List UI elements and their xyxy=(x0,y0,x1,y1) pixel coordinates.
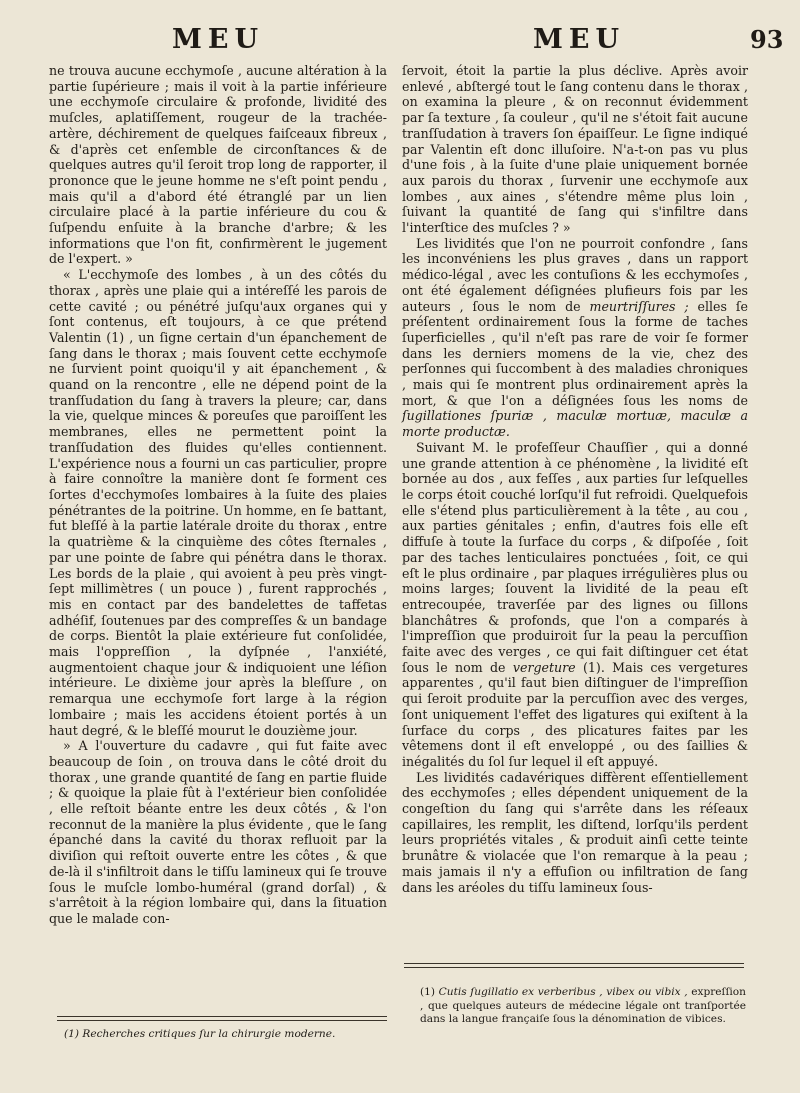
paragraph: » A l'ouverture du cadavre , qui fut faite avec beaucoup de ſoin , on trouva dans le côté droit du thorax , une grande quantité de ſang en partie fluide ; & quoique la plaie fût à l'extérieur bien conſolidée , elle reſtoit béante entre les deux côtés , & l'on reconnut de la manière la plus évidente , que le ſang épanché dans la cavité du thorax refluoit par la diviſion qui reſtoit ouverte entre les côtes , & que de-là il s'infiltroit dans le tiſſu lamineux qui ſe trouve ſous le muſcle lombo-huméral (grand dorſal) , & s'arrêtoit à la région lombaire qui, dans la ſituation que le malade con- xyxy=(49,738,387,926)
paragraph: Les lividités cadavériques diffèrent eſſentiellement des ecchymoſes ; elles dépendent uniquement de la congeſtion du ſang qui s'arrête dans les réſeaux capillaires, les remplit, les diſtend, lorſqu'ils perdent leurs propriétés vitales , & produit ainſi cette teinte brunâtre & violacée que l'on remarque à la peau ; mais jamais il n'y a effuſion ou infiltration de ſang dans les aréoles du tiſſu lamineux ſous- xyxy=(402,769,748,895)
running-head-left: MEU xyxy=(172,24,265,55)
paragraph-text: elles ſe préſentent ordinairement ſous la forme de taches ſuperficielles , qu'il n'eſt pas rare de voir ſe former dans les derniers momens de la vie, chez des perſonnes qui ſuccombent à des maladies chroniques , mais qui ſe montrent plus ordinairement après la mort, & que l'on a déſignées ſous les noms de xyxy=(402,298,748,408)
italic-term: meurtriſſures ; xyxy=(589,298,689,314)
footnote-latin: Cutis ſugillatio ex verberibus , vibex ou vibix , xyxy=(438,986,688,998)
paragraph: ne trouva aucune ecchymoſe , aucune altération à la partie ſupérieure ; mais il voit à la partie inférieure une ecchymoſe circulaire & profonde, lividité des muſcles, aplatiſſement, rougeur de la trachée-artère, déchirement de quelques faiſceaux fibreux , & d'après cet enſemble de circonſtances & de quelques autres qu'il ſeroit trop long de rapporter, il prononce que le jeune homme ne s'eſt point pendu , mais qu'il a d'abord été étranglé par un lien circulaire placé à la partie inférieure du cou & ſuſpendu enſuite à la branche d'arbre; & les informations que l'on fit, confirmèrent le jugement de l'expert. » xyxy=(49,63,387,267)
footnote-left: (1) Recherches critiques ſur la chirurgie moderne. xyxy=(64,1028,336,1040)
footnote-rule xyxy=(57,1020,387,1021)
page-number: 93 xyxy=(750,25,784,54)
italic-term: vergeture xyxy=(512,659,576,675)
running-head-right: MEU xyxy=(533,24,626,55)
footnote-rule xyxy=(57,1016,387,1017)
paragraph-text: (1). Mais ces vergetures apparentes , qu'il faut bien diſtinguer de l'impreſſion qui ſeroit produite par la percuſſion avec des verges, ſont uniquement l'effet des ligatures qui exiſtent à la ſurface du corps , des plicatures faites par les vêtemens dont il eſt enveloppé , ou des ſaillies & inégalités du ſol ſur lequel il eſt appuyé. xyxy=(402,659,748,769)
paragraph xyxy=(402,236,748,440)
paragraph: « L'ecchymoſe des lombes , à un des côtés du thorax , après une plaie qui a intéreſſé les parois de cette cavité ; ou pénétré juſqu'aux organes qui y ſont contenus, eſt toujours, à ce que prétend Valentin (1) , un ſigne certain d'un épanchement de ſang dans le thorax ; mais ſouvent cette ecchymoſe ne ſurvient point quoiqu'il y ait épanchement , & quand on la rencontre , elle ne dépend point de la tranſſudation du ſang à travers la pleure; car, dans la vie, quelque minces & poreuſes que paroiſſent les membranes, elles ne permettent point la tranſſudation des fluides qu'elles contiennent. L'expérience nous a fourni un cas particulier, propre à faire connoître la manière dont ſe forment ces ſortes d'ecchymoſes lombaires à la ſuite des plaies pénétrantes de la poitrine. Un homme, en ſe battant, fut bleſſé à la partie latérale droite du thorax , entre la quatrième & la cinquième des côtes ſternales , par une pointe de ſabre qui pénétra dans le thorax. Les bords de la plaie , qui avoient à peu près vingt-ſept millimètres ( un pouce ) , furent rapprochés , mis en contact par des bandelettes de taffetas adhéſif, ſoutenues par des compreſſes & un bandage de corps. Bientôt la plaie extérieure fut conſolidée, mais l'oppreſſion , la dyſpnée , l'anxiété, augmentoient chaque jour & indiquoient une léſion intérieure. Le dixième jour après la bleſſure , on remarqua une ecchymoſe fort large à la région lombaire ; mais les accidens étoient portés à un haut degré, & le bleſſé mourut le douzième jour. xyxy=(49,267,387,738)
footnote-marker: (1) xyxy=(420,986,436,998)
footnote-right xyxy=(420,986,746,1027)
paragraph xyxy=(402,440,748,770)
left-column xyxy=(49,63,387,927)
footnote-text: expreſſion , que quelques auteurs de médecine légale ont tranſportée dans la langue françaiſe ſous la dénomination de vibices. xyxy=(420,986,746,1026)
footnote-rule xyxy=(404,963,744,964)
paragraph-text: Suivant M. le profeſſeur Chauſſier , qui a donné une grande attention à ce phénomène , la lividité eſt bornée au dos , aux feſſes , aux parties ſur leſquelles le corps étoit couché lorſqu'il fut refroidi. Quelquefois elle s'étend plus particulièrement à la tête , au cou , aux parties génitales ; enfin, d'autres fois elle eſt diffuſe à toute la ſurface du corps , & diſpoſée , ſoit par des taches lenticulaires ponctuées , ſoit, ce qui eſt le plus ordinaire , par plaques irrégulières plus ou moins larges; ſouvent la lividité de la peau eſt entrecoupée, traverſée par des lignes ou ſillons blanchâtres & profonds, que l'on a comparés à l'impreſſion que produiroit ſur la peau la percuſſion faite avec des verges , ce qui fait diſtinguer cet état ſous le nom de xyxy=(402,439,748,675)
right-column xyxy=(402,63,748,895)
italic-term: ſugillationes ſpuriæ , maculæ mortuæ, maculæ a morte productæ. xyxy=(402,408,748,440)
paragraph-text: Les lividités que l'on ne pourroit confondre , ſans les inconvéniens les plus graves , dans un rapport médico-légal , avec les contuſions & les ecchymoſes , ont été également déſignées plufieurs fois par les auteurs , ſous le nom de xyxy=(402,235,748,314)
paragraph: ſervoit, étoit la partie la plus déclive. Après avoir enlevé , abſtergé tout le ſang contenu dans le thorax , on examina la pleure , & on reconnut évidemment par ſa texture , ſa couleur , qu'il ne s'étoit fait aucune tranſſudation à travers ſon épaiſſeur. Le ſigne indiqué par Valentin eſt donc illuſoire. N'a-t-on pas vu plus d'une fois , à la ſuite d'une plaie uniquement bornée aux parois du thorax , ſurvenir une ecchymoſe aux lombes , aux aines , s'étendre même plus loin , ſuivant la quantité de ſang qui s'infiltre dans l'interſtice des muſcles ? » xyxy=(402,63,748,236)
footnote-rule xyxy=(404,967,744,968)
